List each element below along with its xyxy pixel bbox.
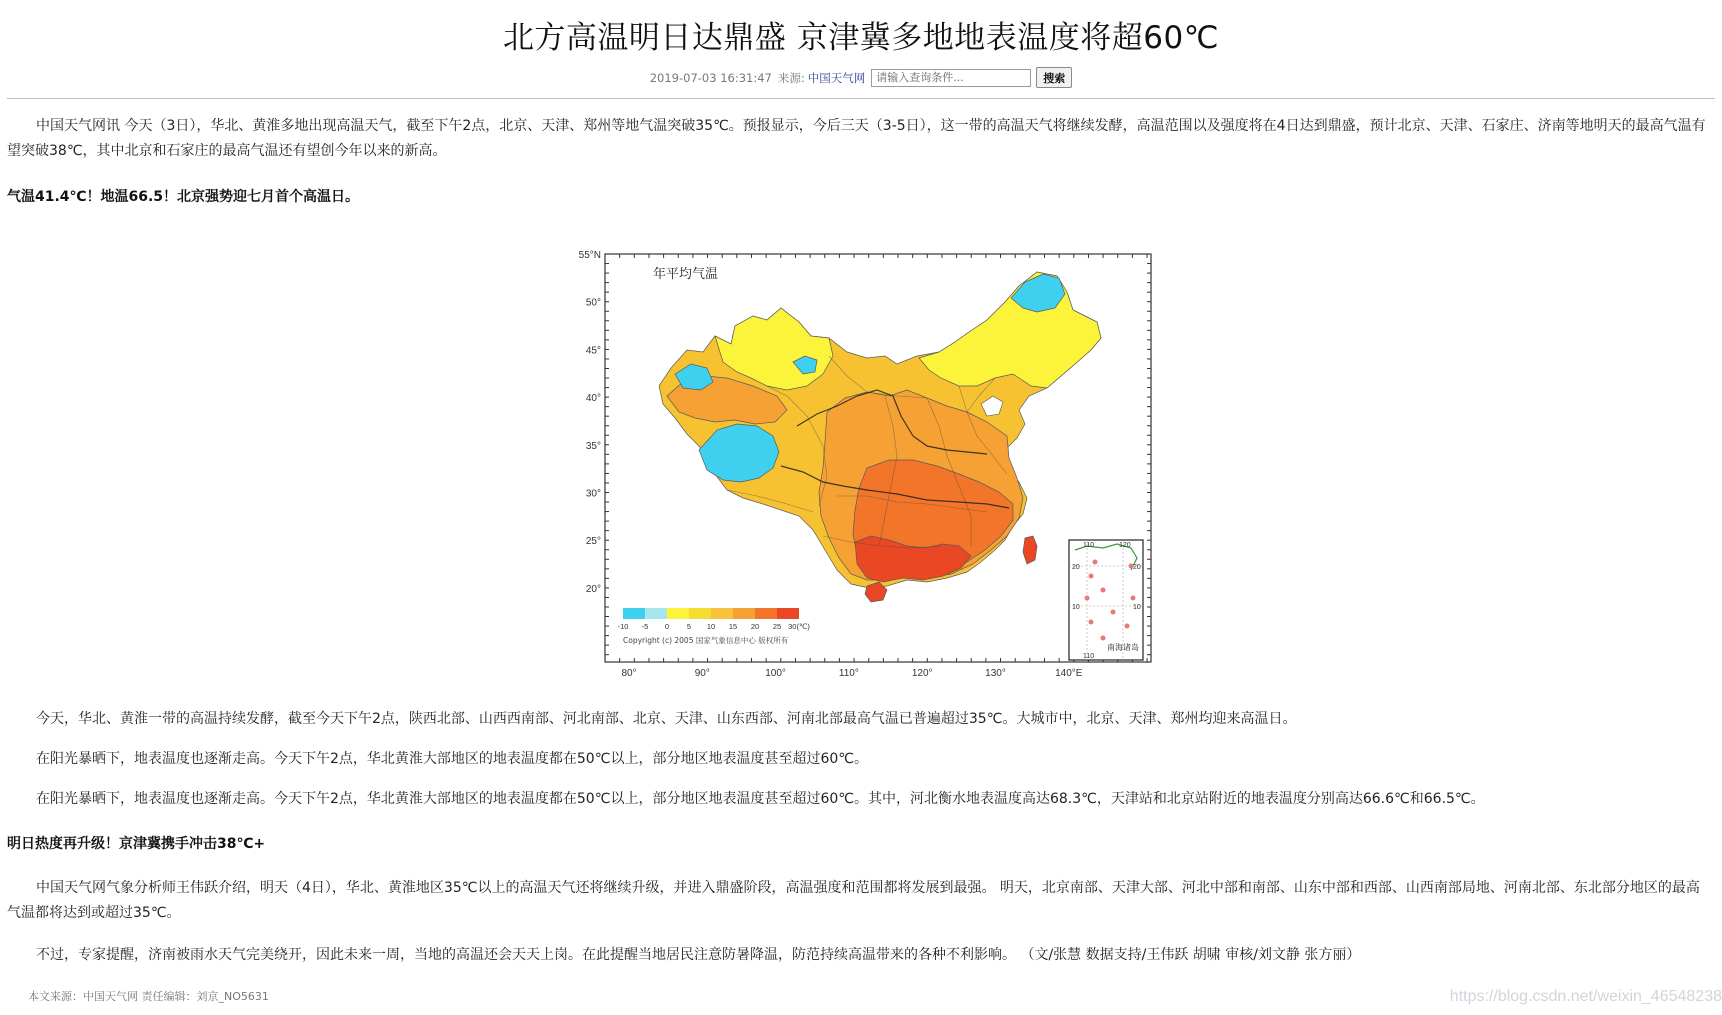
legend-swatch [667,608,689,619]
svg-text:20: 20 [1133,564,1141,571]
article-title: 北方高温明日达鼎盛 京津冀多地地表温度将超60℃ [502,20,1220,56]
temperature-map-figure [567,246,1171,682]
legend-swatch [755,608,777,619]
legend-tick-label: 5 [686,622,692,631]
latitude-label: 25° [585,536,601,548]
section-heading-2: 明日热度再升级！京津冀携手冲击38℃+ [7,836,266,852]
inset-label: 南海诸岛 [1107,643,1139,652]
svg-text:110: 110 [1083,542,1095,549]
longitude-label: 100° [765,668,786,679]
source-link[interactable]: 中国天气网 [807,70,866,85]
map-copyright: Copyright (c) 2005 国家气象信息中心 版权所有 [623,636,789,645]
longitude-label: 80° [621,668,637,679]
legend-swatch [689,608,711,619]
legend-tick-label: -5 [641,622,649,631]
latitude-label: 30° [585,488,601,500]
latitude-label: 20° [585,583,601,595]
latitude-label: 45° [585,345,601,357]
latitude-label: 50° [585,297,601,309]
svg-text:10: 10 [1133,604,1141,611]
article-meta [0,67,1722,88]
legend-tick-label: 30(℃) [788,622,810,631]
article-datetime: 2019-07-03 16:31:47 [649,70,772,85]
header-divider [7,98,1715,99]
legend-tick-label: 10 [706,622,716,631]
svg-text:120: 120 [1119,542,1131,549]
legend-swatch [733,608,755,619]
latitude-label: 40° [585,393,601,405]
svg-text:110: 110 [1083,653,1095,660]
longitude-label: 120° [911,668,933,679]
longitude-label: 110° [838,668,859,679]
latitude-label: 55°N [578,250,601,261]
svg-text:10: 10 [1072,604,1080,611]
legend-tick-label: 0 [664,622,670,631]
section-heading-1: 气温41.4℃！地温66.5！北京强势迎七月首个高温日。 [7,189,360,205]
paragraph-2: 今天，华北、黄淮一带的高温持续发酵，截至今天下午2点，陕西北部、山西西南部、河北南部、北京、天津、山东西部、河南北部最高气温已普遍超过35℃。大城市中，北京、天津、郑州均迎来高温日。 [36,711,1297,727]
south-china-sea-inset [1069,540,1143,660]
temperature-map [567,246,1171,682]
source-label: 来源: [777,70,805,85]
latitude-label: 35° [585,440,601,452]
latitude-labels [579,250,601,595]
paragraph-4: 在阳光暴晒下，地表温度也逐渐走高。今天下午2点，华北黄淮大部地区的地表温度都在50℃以上，部分地区地表温度甚至超过60℃。其中，河北衡水地表温度高达68.3℃，天津站和北京站附近的地表温度分别高达66.6℃和66.5℃。 [36,791,1485,807]
longitude-labels [621,668,1082,679]
search-button[interactable]: 搜索 [1036,67,1072,88]
legend-swatch [711,608,733,619]
legend-swatch [623,608,645,619]
legend-tick-label: -10 [617,622,629,631]
longitude-label: 140°E [1055,668,1083,679]
legend-swatch [645,608,667,619]
search-input[interactable] [871,69,1031,87]
longitude-label: 130° [985,668,1006,679]
paragraph-intro: 中国天气网讯 今天（3日），华北、黄淮多地出现高温天气，截至下午2点，北京、天津、郑州等地气温突破35℃。预报显示，今后三天（3-5日），这一带的高温天气将继续发酵，高温范围以及强度将在4日达到鼎盛，预计北京、天津、石家庄、济南等地明天的最高气温有望突破38℃，其中北京和石家庄的最高气温还有望创今年以来的新高。 [7,118,1706,159]
legend-tick-label: 20 [750,622,760,631]
watermark: https://blog.csdn.net/weixin_46548238 [1449,988,1722,1005]
map-title: 年平均气温 [653,267,719,282]
longitude-label: 90° [694,668,710,679]
paragraph-3: 在阳光暴晒下，地表温度也逐渐走高。今天下午2点，华北黄淮大部地区的地表温度都在50℃以上，部分地区地表温度甚至超过60℃。 [36,751,868,767]
paragraph-6: 不过，专家提醒，济南被雨水天气完美绕开，因此未来一周，当地的高温还会天天上岗。在此提醒当地居民注意防暑降温，防范持续高温带来的各种不利影响。 （文/张慧 数据支持/王伟跃 胡啸 审核/刘文静 张方丽） [36,947,1361,963]
article-footer: 本文来源：中国天气网 责任编辑：刘京_NO5631 [28,990,269,1003]
legend-swatch [777,608,799,619]
legend-tick-label: 15 [728,622,738,631]
paragraph-5: 中国天气网气象分析师王伟跃介绍，明天（4日），华北、黄淮地区35℃以上的高温天气还将继续升级，并进入鼎盛阶段，高温强度和范围都将发展到最强。 明天，北京南部、天津大部、河北中部和南部、山东中部和西部、山西南部局地、河南北部、东北部分地区的最高气温都将达到或超过35℃。 [7,880,1700,921]
legend-swatches [623,608,799,619]
legend-tick-label: 25 [772,622,782,631]
svg-text:20: 20 [1072,564,1080,571]
